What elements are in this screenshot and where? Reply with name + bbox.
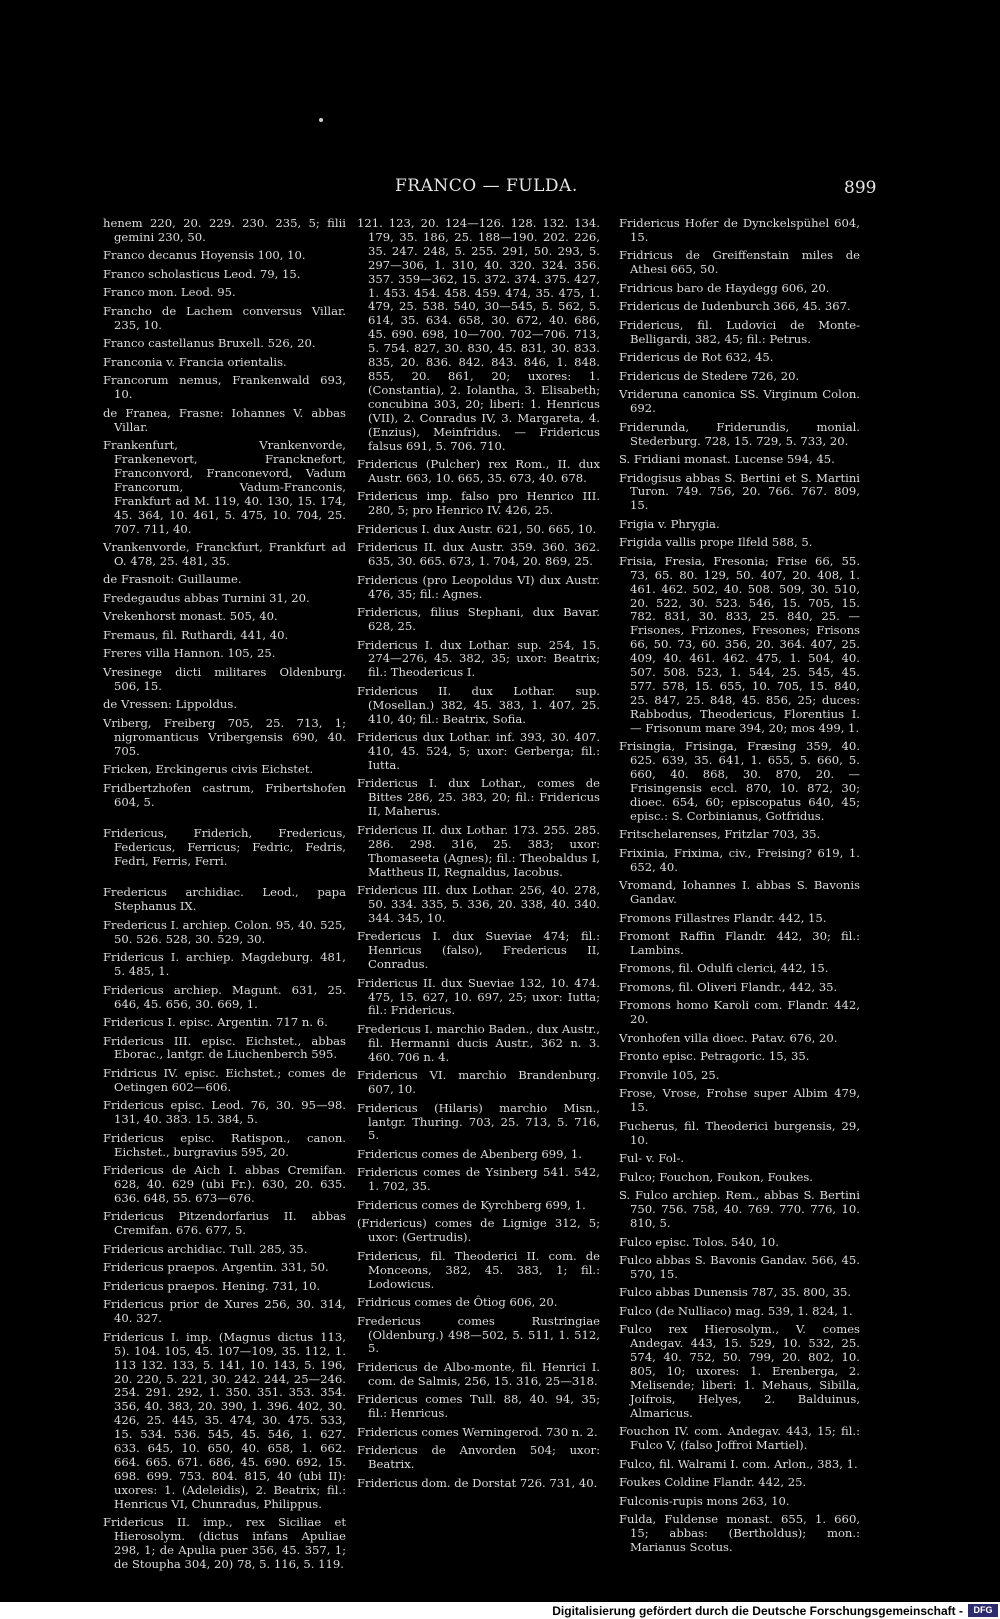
index-entry: Francho de Lachem conversus Villar. 235, 10. xyxy=(103,303,346,332)
index-entry: Vronhofen villa dioec. Patav. 676, 20. xyxy=(619,1030,838,1045)
index-entry: Fridericus dom. de Dorstat 726. 731, 40. xyxy=(357,1475,598,1490)
index-entry: Fridericus de Albo-monte, fil. Henrici I. com. de Salmis, 256, 15. 316, 25—318. xyxy=(357,1359,600,1388)
index-entry: Fromons Fillastres Flandr. 442, 15. xyxy=(619,910,827,925)
index-entry: Franco castellanus Bruxell. 526, 20. xyxy=(103,336,316,351)
dfg-logo: DFG xyxy=(968,1604,998,1617)
index-entry: Franco scholasticus Leod. 79, 15. xyxy=(103,266,301,281)
index-entry: Fridericus de Anvorden 504; uxor: Beatrix. xyxy=(357,1443,600,1472)
index-entry: Fridericus I. episc. Argentin. 717 n. 6. xyxy=(103,1015,328,1030)
index-entry: Fridericus, fil. Theoderici II. com. de Monceons, 382, 45. 383, 1; fil.: Lodowicus. xyxy=(357,1248,600,1291)
index-entry: Fulco abbas S. Bavonis Gandav. 566, 45. 570, 15. xyxy=(619,1253,860,1281)
index-entry: Fridricus baro de Haydegg 606, 20. xyxy=(619,280,830,295)
index-entry: Fredegaudus abbas Turnini 31, 20. xyxy=(103,590,310,605)
index-entry: Frisingia, Frisinga, Fræsing 359, 40. 625. 639, 35. 641, 1. 655, 5. 660, 5. 660, 40. 868, 30. 870, 20. — Frisingensis eccl. 870, 10. 872, 30; dioec. 654, 60; episcopatus 640, 45; episc.: S. Corbinianus, Gotfridus. xyxy=(619,739,860,823)
index-entry: Fridbertzhofen castrum, Fribertshofen 604, 5. xyxy=(103,780,346,809)
index-entry: Fridericus (Hilaris) marchio Misn., lantgr. Thuring. 703, 25. 713, 5. 716, 5. xyxy=(357,1100,600,1143)
index-entry: Fronvile 105, 25. xyxy=(619,1067,720,1082)
index-entry: de Frasnoit: Guillaume. xyxy=(103,572,242,587)
index-entry: Fridericus (pro Leopoldus VI) dux Austr. 476, 35; fil.: Agnes. xyxy=(357,572,600,601)
funding-footer xyxy=(0,1602,1000,1619)
index-column-1 xyxy=(103,217,346,1576)
index-entry: Fritschelarenses, Fritzlar 703, 35. xyxy=(619,827,821,842)
index-entry: Fridericus episc. Leod. 76, 30. 95—98. 131, 40. 383. 15. 384, 5. xyxy=(103,1098,346,1127)
index-entry: Fridericus de Rot 632, 45. xyxy=(619,350,774,365)
index-entry: Fridricus IV. episc. Eichstet.; comes de Oetingen 602—606. xyxy=(103,1065,346,1094)
index-entry: Fridericus de Iudenburch 366, 45. 367. xyxy=(619,299,851,314)
index-entry: (Fridericus) comes de Lignige 312, 5; uxor: (Gertrudis). xyxy=(357,1216,600,1245)
index-entry: de Franea, Frasne: Iohannes V. abbas Villar. xyxy=(103,405,346,434)
index-entry: Franco decanus Hoyensis 100, 10. xyxy=(103,248,306,263)
index-entry: Frigia v. Phrygia. xyxy=(619,516,720,531)
index-entry: Fromont Raffin Flandr. 442, 30; fil.: Lambins. xyxy=(619,929,860,957)
index-entry: Fridericus II. dux Austr. 359. 360. 362. 635, 30. 665. 673, 1. 704, 20. 869, 25. xyxy=(357,540,600,569)
index-entry: Fredericus archidiac. Leod., papa Stephanus IX. xyxy=(103,885,346,914)
index-entry: Fridericus, Friderich, Fredericus, Federicus, Ferricus; Fedric, Fedris, Fedri, Ferris, Ferri. xyxy=(103,826,346,868)
index-entry: Fucherus, fil. Theoderici burgensis, 29, 10. xyxy=(619,1118,860,1147)
index-entry: Fridericus archiep. Magunt. 631, 25. 646, 45. 656, 30. 669, 1. xyxy=(103,982,346,1011)
index-entry: S. Fulco archiep. Rem., abbas S. Bertini 750. 756. 758, 40. 769. 770. 776, 10. 810, 5. xyxy=(619,1188,860,1230)
index-entry: Vrideruna canonica SS. Virginum Colon. 692. xyxy=(619,387,860,416)
running-header-title: FRANCO — FULDA. xyxy=(395,176,578,196)
index-entry: S. Fridiani monast. Lucense 594, 45. xyxy=(619,452,835,467)
index-entry: Fouchon IV. com. Andegav. 443, 15; fil.: Fulco V, (falso Joffroi Martiel). xyxy=(619,1424,860,1453)
ink-speck xyxy=(319,118,323,122)
index-entry: Fridericus III. dux Lothar. 256, 40. 278, 50. 334. 335, 5. 336, 20. 338, 40. 340. 344. 345, 10. xyxy=(357,883,600,925)
index-entry: Frixinia, Frixima, civ., Freising? 619, 1. 652, 40. xyxy=(619,845,860,874)
index-entry: Fulco; Fouchon, Foukon, Foukes. xyxy=(619,1169,813,1184)
page-number: 899 xyxy=(844,178,877,198)
index-column-3 xyxy=(619,217,860,1560)
index-entry: Fridericus, fil. Ludovici de Monte-Belligardi, 382, 45; fil.: Petrus. xyxy=(619,317,860,346)
index-entry: Friderunda, Friderundis, monial. Stederburg. 728, 15. 729, 5. 733, 20. xyxy=(619,419,860,448)
index-entry: Fridericus II. dux Lothar. sup. (Mosellan.) 382, 45. 383, 1. 407, 25. 410, 40; fil.: Beatrix, Sofia. xyxy=(357,683,600,726)
index-entry: Fridericus VI. marchio Brandenburg. 607, 10. xyxy=(357,1068,600,1097)
index-entry: Fromons, fil. Odulfi clerici, 442, 15. xyxy=(619,961,829,976)
index-entry: Fridricus comes de Ôtiog 606, 20. xyxy=(357,1295,558,1310)
index-entry: Fridericus, filius Stephani, dux Bavar. 628, 25. xyxy=(357,605,600,634)
index-entry: Frigida vallis prope Ilfeld 588, 5. xyxy=(619,535,813,550)
index-entry: Fridericus dux Lothar. inf. 393, 30. 407. 410, 45. 524, 5; uxor: Gerberga; fil.: Iutta. xyxy=(357,730,600,772)
index-entry: Fridericus I. dux Lothar. sup. 254, 15. 274—276, 45. 382, 35; uxor: Beatrix; fil.: Theodericus I. xyxy=(357,637,600,680)
index-entry: 121. 123, 20. 124—126. 128. 132. 134. 179, 35. 186, 25. 188—190. 202. 226, 35. 247. 248, 5. 255. 291, 50. 293, 5. 297—306, 1. 310, 40. 320. 324. 356. 357. 359—362, 15. 372. 374. 375. 427, 1. 453. 454. 458. 459. 474, 35. 475, 1. 479, 25. 538. 540, 30—545, 5. 562, 5. 614, 35. 634. 658, 30. 672, 40. 686, 45. 690. 698, 10—700. 702—706. 713, 5. 754. 827, 30. 830, 45. 831, 30. 833. 835, 20. 836. 842. 843. 846, 1. 848. 855, 20. 861, 20; uxores: 1. (Constantia), 2. Iolantha, 3. Elisabeth; concubina 303, 20; liberi: 1. Henricus (VII), 2. Conradus IV, 3. Margareta, 4. (Enzius), Meinfridus. — Fridericus falsus 691, 5. 706. 710. xyxy=(357,216,600,453)
index-entry: Foukes Coldine Flandr. 442, 25. xyxy=(619,1475,807,1490)
index-entry: Fulco rex Hierosolym., V. comes Andegav. 443, 15. 529, 10. 532, 25. 574, 40. 752, 50. 799, 20. 802, 10. 805, 10; uxores: 1. Erenberga, 2. Melisende; liberi: 1. Mehaus, Sibilla, Joifrois, Helyes, 2. Balduinus, Almaricus. xyxy=(619,1322,860,1420)
index-entry: Franco mon. Leod. 95. xyxy=(103,285,236,300)
index-entry: Fridericus II. dux Lothar. 173. 255. 285. 286. 298. 316, 25. 383; uxor: Thomaseeta (Agnes); fil.: Theobaldus I, Mattheus II, Regnaldus, Iacobus. xyxy=(357,822,600,879)
index-entry: Fridericus comes de Abenberg 699, 1. xyxy=(357,1146,582,1161)
index-column-2 xyxy=(357,217,600,1495)
index-entry: Fremaus, fil. Ruthardi, 441, 40. xyxy=(103,627,289,642)
index-entry: Fulco episc. Tolos. 540, 10. xyxy=(619,1234,779,1249)
index-entry: Fridericus II. imp., rex Siciliae et Hierosolym. (dictus infans Apuliae 298, 1; de Apulia puer 356, 45. 357, 1; de Stoupha 304, 20) 78, 5. 116, 5. 119. xyxy=(103,1515,346,1571)
index-entry: Fulco (de Nulliaco) mag. 539, 1. 824, 1. xyxy=(619,1303,853,1318)
index-entry: Fridogisus abbas S. Bertini et S. Martini Turon. 749. 756, 20. 766. 767. 809, 15. xyxy=(619,470,860,513)
index-entry: Fridericus praepos. Argentin. 331, 50. xyxy=(103,1260,329,1275)
index-entry: Fronto episc. Petragoric. 15, 35. xyxy=(619,1049,810,1064)
index-entry: Vrekenhorst monast. 505, 40. xyxy=(103,609,278,624)
index-entry: Fricken, Erckingerus civis Eichstet. xyxy=(103,762,314,777)
index-entry: Fridericus comes de Ysinberg 541. 542, 1. 702, 35. xyxy=(357,1165,600,1194)
index-entry: Fridericus I. dux Lothar., comes de Bittes 286, 25. 383, 20; fil.: Fridericus II, Maherus. xyxy=(357,776,600,819)
index-entry: Franconia v. Francia orientalis. xyxy=(103,354,287,369)
footer-text: Digitalisierung gefördert durch die Deutsche Forschungsgemeinschaft - xyxy=(552,1604,963,1618)
index-entry: Fridericus comes de Kyrchberg 699, 1. xyxy=(357,1197,586,1212)
index-entry: Fridericus de Aich I. abbas Cremifan. 628, 40. 629 (ubi Fr.). 630, 20. 635. 636. 648, 55. 673—676. xyxy=(103,1163,346,1205)
index-entry: Fridericus I. imp. (Magnus dictus 113, 5). 104. 105, 45. 107—109, 35. 112, 1. 113 132. 133, 5. 141, 10. 143, 5. 196, 20. 220, 5. 221, 30. 242. 244, 25—246. 254. 291. 292, 1. 350. 351. 353. 354. 356, 40. 383, 20. 390, 1. 396. 402, 30. 426, 25. 445, 35. 474, 30. 475. 533, 15. 534. 536. 545, 45. 546, 1. 627. 633. 645, 10. 650, 40. 658, 1. 662. 664. 665. 671. 686, 45. 690. 692, 15. 698. 699. 753. 804. 815, 40 (ubi II): uxores: 1. (Adeleidis), 2. Beatrix; fil.: Henricus VI, Chunradus, Philippus. xyxy=(103,1329,346,1511)
index-entry: Fridricus de Greiffenstain miles de Athesi 665, 50. xyxy=(619,248,860,277)
index-entry: Fridericus (Pulcher) rex Rom., II. dux Austr. 663, 10. 665, 35. 673, 40. 678. xyxy=(357,457,600,485)
index-entry: Frisia, Fresia, Fresonia; Frise 66, 55. 73, 65. 80. 129, 50. 407, 20. 408, 1. 461. 462. 502, 40. 508. 509, 30. 510, 20. 522, 30. 523. 546, 15. 705, 15. 782. 831, 30. 833, 25. 840, 25. — Frisones, Frizones, Fresones; Frisons 66, 50. 73, 60. 356, 20. 364. 407, 25. 409, 40. 461. 462. 475, 1. 504, 40. 507. 508. 523, 1. 544, 25. 545, 45. 577. 578, 15. 655, 10. 705, 15. 840, 25. 847, 25. 848, 45. 856, 25; duces: Rabbodus, Theodericus, Florentius I. — Frisonum mare 394, 20; mos 499, 1. xyxy=(619,553,860,735)
index-entry: Fredericus comes Rustringiae (Oldenburg.) 498—502, 5. 511, 1. 512, 5. xyxy=(357,1313,600,1356)
index-entry: Fulda, Fuldense monast. 655, 1. 660, 15; abbas: (Bertholdus); mon.: Marianus Scotus. xyxy=(619,1512,860,1555)
index-entry: Vriberg, Freiberg 705, 25. 713, 1; nigromanticus Vribergensis 690, 40. 705. xyxy=(103,715,346,758)
index-entry: Fridericus praepos. Hening. 731, 10. xyxy=(103,1278,321,1293)
index-entry: Fredericus I. dux Sueviae 474; fil.: Henricus (falso), Fredericus II, Conradus. xyxy=(357,929,600,972)
index-entry: Fridericus I. archiep. Magdeburg. 481, 5. 485, 1. xyxy=(103,950,346,979)
index-entry: Fredericus I. archiep. Colon. 95, 40. 525, 50. 526. 528, 30. 529, 30. xyxy=(103,917,346,946)
index-entry: Vresinege dicti militares Oldenburg. 506, 15. xyxy=(103,664,346,693)
index-entry: Fridericus prior de Xures 256, 30. 314, 40. 327. xyxy=(103,1297,346,1326)
index-entry: Fridericus III. episc. Eichstet., abbas Eborac., lantgr. de Liuchenberch 595. xyxy=(103,1033,346,1062)
index-entry: Fridericus episc. Ratispon., canon. Eichstet., burgravius 595, 20. xyxy=(103,1130,346,1159)
index-entry: Fridericus Hofer de Dynckelspühel 604, 15. xyxy=(619,216,860,244)
index-entry: Fulconis-rupis mons 263, 10. xyxy=(619,1493,790,1508)
index-entry: Francorum nemus, Frankenwald 693, 10. xyxy=(103,373,346,402)
index-entry: Fridericus comes Tull. 88, 40. 94, 35; fil.: Henricus. xyxy=(357,1392,600,1421)
index-entry: Fromons, fil. Oliveri Flandr., 442, 35. xyxy=(619,979,838,994)
index-entry: Fulco, fil. Walrami I. com. Arlon., 383, 1. xyxy=(619,1456,858,1471)
index-entry: Fridericus comes Werningerod. 730 n. 2. xyxy=(357,1424,598,1439)
index-entry: Fridericus II. dux Sueviae 132, 10. 474. 475, 15. 627, 10. 697, 25; uxor: Iutta; fil.: Fridericus. xyxy=(357,975,600,1018)
index-entry: Vrankenvorde, Franckfurt, Frankfurt ad O. 478, 25. 481, 35. xyxy=(103,540,346,568)
index-entry: Frose, Vrose, Frohse super Albim 479, 15. xyxy=(619,1086,860,1115)
index-entry: Frankenfurt, Vrankenvorde, Frankenevort, Francknefort, Franconvord, Franconevord, Vadum Francorum, Vadum-Franconis, Frankfurt ad M. 119, 40. 130, 15. 174, 45. 364, 10. 461, 5. 475, 10. 704, 25. 707. 711, 40. xyxy=(103,438,346,536)
index-entry: Fridericus de Stedere 726, 20. xyxy=(619,368,800,383)
index-entry: henem 220, 20. 229. 230. 235, 5; filii gemini 230, 50. xyxy=(103,216,346,244)
index-entry: Ful- v. Fol-. xyxy=(619,1151,685,1166)
index-entry: Fredericus I. marchio Baden., dux Austr., fil. Hermanni ducis Austr., 362 n. 3. 460. 706 n. 4. xyxy=(357,1021,600,1064)
index-entry: Fridericus imp. falso pro Henrico III. 280, 5; pro Henrico IV. 426, 25. xyxy=(357,489,600,518)
index-entry: Fridericus archidiac. Tull. 285, 35. xyxy=(103,1241,308,1256)
index-entry: Fridericus I. dux Austr. 621, 50. 665, 10. xyxy=(357,521,597,536)
index-entry: Freres villa Hannon. 105, 25. xyxy=(103,646,276,661)
index-entry: Fromons homo Karoli com. Flandr. 442, 20. xyxy=(619,998,860,1027)
index-entry: de Vressen: Lippoldus. xyxy=(103,697,238,712)
index-entry: Fridericus Pitzendorfarius II. abbas Cremifan. 676. 677, 5. xyxy=(103,1209,346,1238)
index-entry: Vromand, Iohannes I. abbas S. Bavonis Gandav. xyxy=(619,878,860,907)
index-entry: Fulco abbas Dunensis 787, 35. 800, 35. xyxy=(619,1285,852,1300)
